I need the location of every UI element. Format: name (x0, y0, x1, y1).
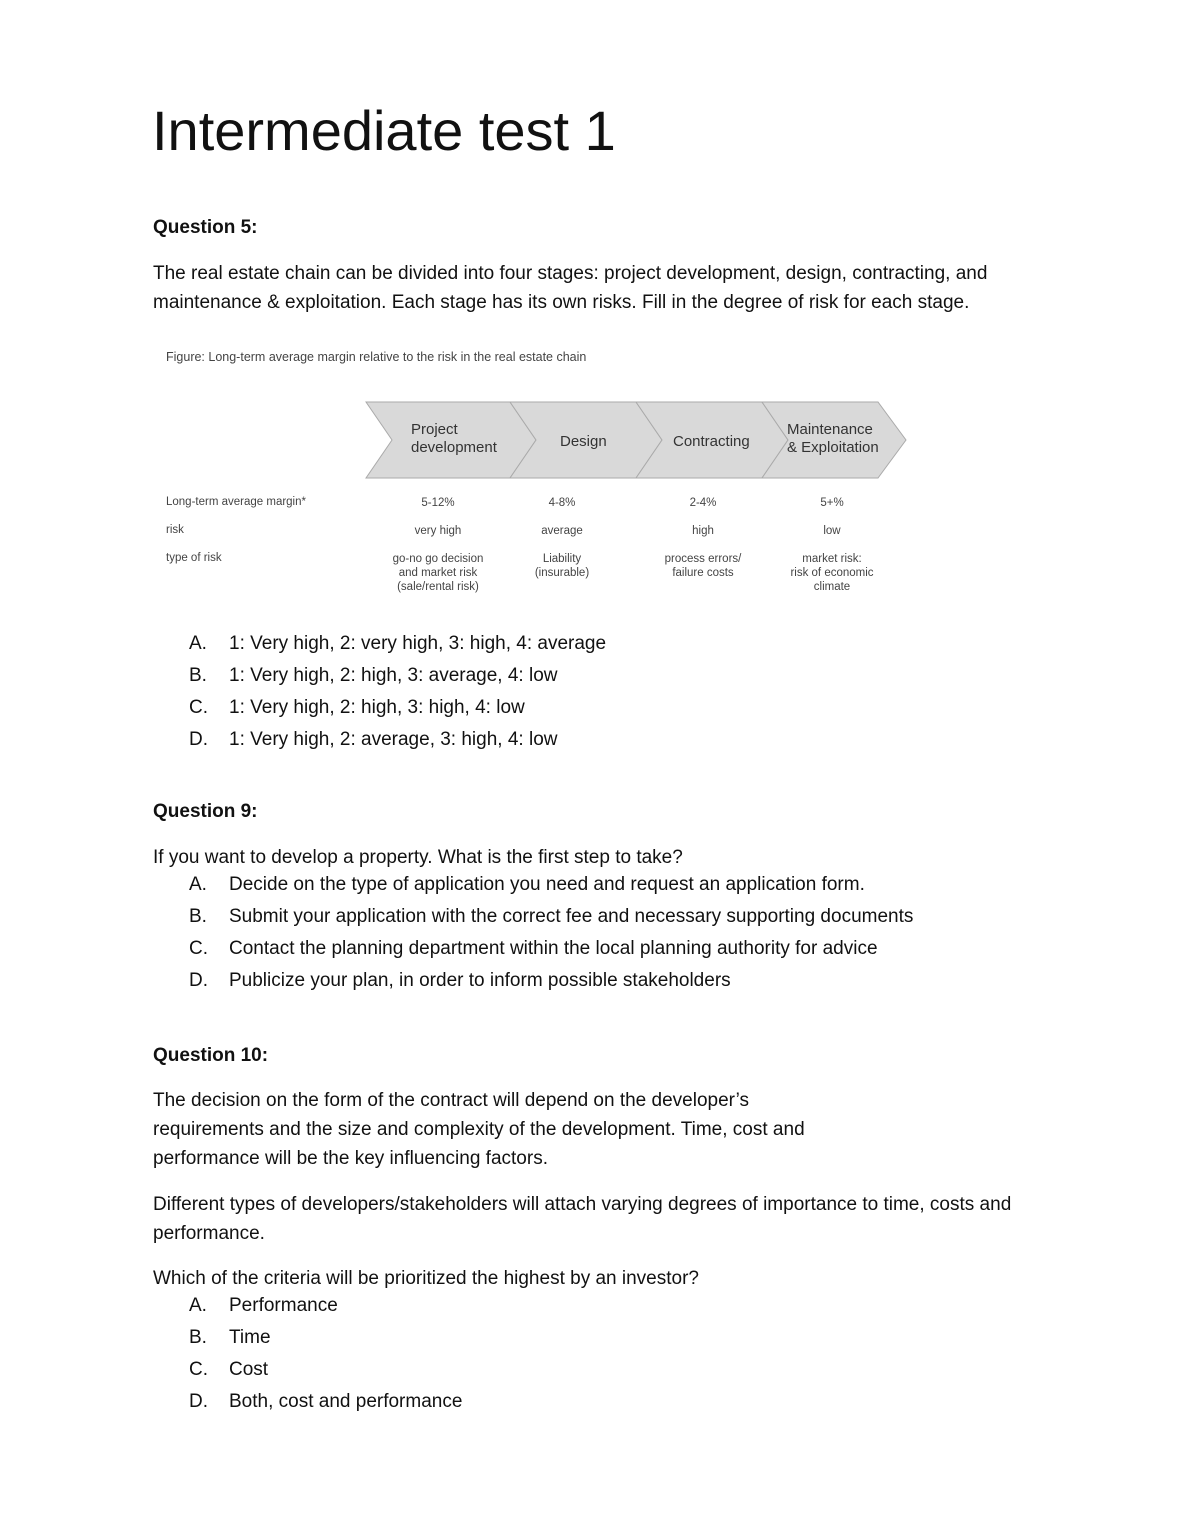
question-5-text: The real estate chain can be divided into four stages: project development, design, contracting, and maintenance & exploitation. Each stage has its own risks. Fill in the degree of risk for each stage. (153, 263, 988, 313)
question-10-paragraph-2: Different types of developers/stakeholders will attach varying degrees of importance to time, costs and performance. (153, 1194, 1012, 1244)
question-10-options (189, 1290, 462, 1418)
risk-type-design: Liability (insurable) (534, 553, 590, 579)
question-5-options (189, 628, 606, 756)
option-d: D. 1: Very high, 2: average, 3: high, 4: low (189, 729, 558, 750)
stage-design: Design (560, 433, 607, 450)
question-9-text: If you want to develop a property. What is the first step to take? (153, 847, 683, 868)
question-10-question: Which of the criteria will be prioritized the highest by an investor? (153, 1268, 699, 1289)
option-a: A. Decide on the type of application you need and request an application form. (189, 874, 865, 895)
risk-design: average (541, 525, 583, 537)
option-c: C. 1: Very high, 2: high, 3: high, 4: low (189, 697, 525, 718)
option-c: C. Contact the planning department within the local planning authority for advice (189, 938, 878, 959)
margin-maintenance: 5+% (820, 497, 844, 509)
option-b: B. Submit your application with the correct fee and necessary supporting documents (189, 906, 914, 927)
question-9-options (189, 869, 913, 997)
figure-caption: Figure: Long-term average margin relative to the risk in the real estate chain (166, 350, 587, 364)
option-b: B. Time (189, 1327, 271, 1348)
stage-maintenance-exploitation: Maintenance & Exploitation (787, 421, 879, 456)
row-label-risk: risk (166, 524, 184, 536)
option-d: D. Both, cost and performance (189, 1391, 463, 1412)
margin-contracting: 2-4% (689, 497, 717, 509)
margin-design: 4-8% (548, 497, 576, 509)
option-d: D. Publicize your plan, in order to inform possible stakeholders (189, 970, 731, 991)
row-label-margin: Long-term average margin* (166, 496, 306, 508)
option-c: C. Cost (189, 1359, 269, 1380)
risk-type-maintenance: market risk: risk of economic climate (790, 553, 874, 593)
margin-project-development: 5-12% (421, 497, 455, 509)
question-5-heading: Question 5: (153, 217, 258, 238)
question-10-paragraph-1: The decision on the form of the contract will depend on the developer’s requirements and the size and complexity of the development. Time, cost and performance will be the key influencing factors. (153, 1090, 805, 1169)
risk-maintenance: low (823, 525, 841, 537)
question-10-heading: Question 10: (153, 1045, 269, 1066)
option-a: A. Performance (189, 1295, 338, 1316)
risk-contracting: high (692, 525, 714, 537)
risk-project-development: very high (414, 525, 462, 537)
option-a: A. 1: Very high, 2: very high, 3: high, 4: average (189, 633, 607, 654)
stage-project-development: Project development (411, 421, 497, 456)
row-label-type-of-risk: type of risk (166, 552, 222, 564)
risk-type-project-development: go-no go decision and market risk (sale/rental risk) (392, 553, 484, 593)
option-b: B. 1: Very high, 2: high, 3: average, 4: low (189, 665, 558, 686)
document-title: Intermediate test 1 (152, 99, 616, 162)
risk-type-contracting: process errors/ failure costs (664, 553, 742, 579)
question-9-heading: Question 9: (153, 801, 258, 822)
real-estate-chain-figure (150, 345, 920, 605)
stage-contracting: Contracting (673, 433, 750, 450)
